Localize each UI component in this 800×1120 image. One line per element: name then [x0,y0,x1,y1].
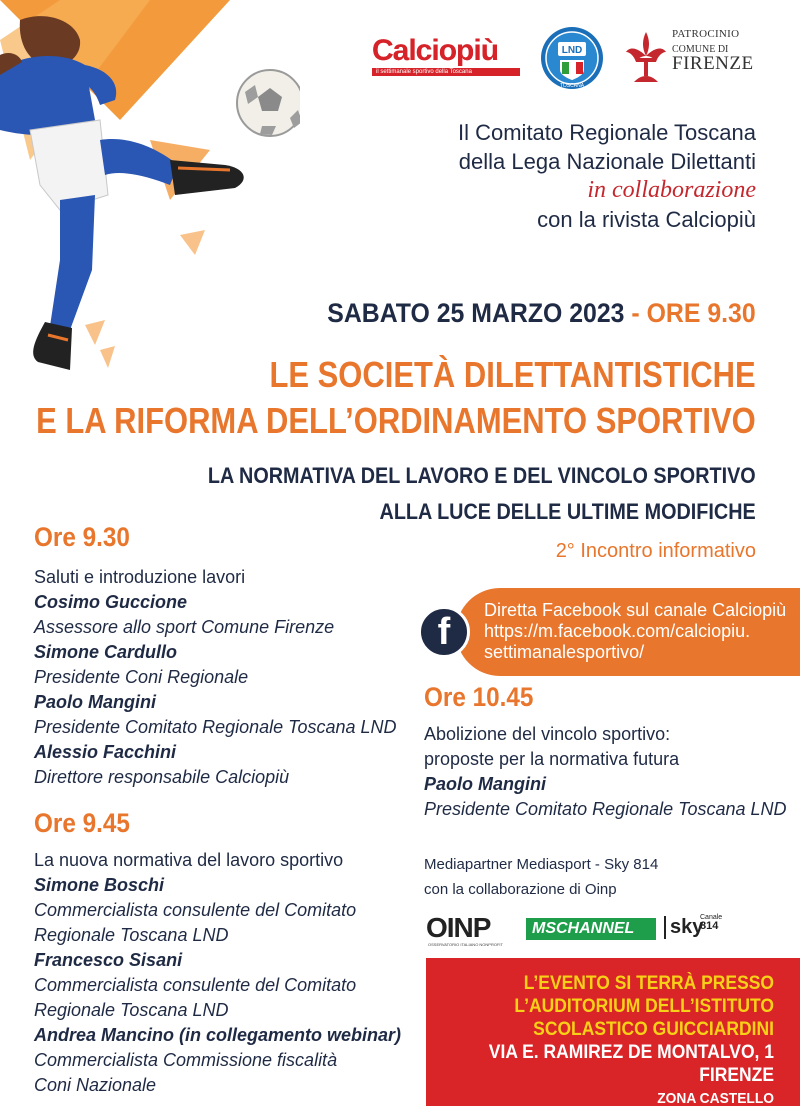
sky-canale-label: Canale [700,914,723,921]
calciopiu-logo-tagline: il settimanale sportivo della Toscana [372,68,520,76]
session-3-program [424,722,787,822]
incontro-label: 2° Incontro informativo [555,540,756,562]
speaker-role: Regionale Toscana LND [34,925,229,945]
speaker-role: Coni Nazionale [34,1075,157,1095]
speaker-role: Commercialista consulente del Comitato [34,975,357,995]
speaker-role: Commercialista consulente del Comitato [34,900,357,920]
venue-line-3: SCOLASTICO GUICCIARDINI [533,1019,774,1040]
sky-channel-number [700,914,722,930]
calciopiu-logo [372,36,520,82]
venue-city-line [489,1064,774,1110]
session-2-intro: La nuova normativa del lavoro sportivo [34,850,344,870]
intro-line-4: con la rivista Calciopiù [537,207,756,232]
facebook-url-line-1[interactable]: https://m.facebook.com/calciopiu. [484,621,751,641]
footballer-illustration [0,0,300,380]
event-date: SABATO 25 MARZO 2023 [327,298,625,328]
venue-box [426,958,800,1106]
calciopiu-logo-word: Calciopiù [372,34,499,67]
media-partners [424,852,658,902]
speaker-name: Alessio Facchini [34,742,177,762]
lnd-logo-text: LND [561,45,583,56]
venue-zone: ZONA CASTELLO [657,1090,774,1107]
session-1-intro: Saluti e introduzione lavori [34,567,246,587]
firenze-label: FIRENZE [672,53,754,74]
speaker-role: Assessore allo sport Comune Firenze [34,617,335,637]
session-2-time: Ore 9.45 [34,808,130,838]
speaker-name: Paolo Mangini [424,774,547,794]
speaker-name: Simone Cardullo [34,642,178,662]
speaker-role: Presidente Comitato Regionale Toscana LND [34,717,397,737]
speaker-name: Paolo Mangini [34,692,157,712]
speaker-name: Andrea Mancino (in collegamento webinar) [34,1025,402,1045]
session-1-program [34,565,397,790]
venue-line-2: L’AUDITORIUM DELL’ISTITUTO [514,996,774,1017]
facebook-banner-label: Diretta Facebook sul canale Calciopiù [484,600,787,620]
florence-lily-icon [624,28,668,84]
lnd-toscana-logo [540,26,604,90]
session-3-line-2: proposte per la normativa futura [424,749,680,769]
event-dateline [328,298,756,329]
event-time: - ORE 9.30 [631,298,756,328]
event-subtitle [208,458,756,530]
session-1-time: Ore 9.30 [34,522,130,552]
comune-di-label: COMUNE DI [672,44,729,55]
facebook-icon[interactable]: f [418,606,470,658]
speaker-role: Presidente Comitato Regionale Toscana LND [424,799,787,819]
lnd-logo-region: TOSCANA [559,83,585,89]
event-subtitle-line-1: LA NORMATIVA DEL LAVORO E DEL VINCOLO SPORTIVO [208,463,756,488]
speaker-role: Regionale Toscana LND [34,1000,229,1020]
partner-logos [426,910,756,950]
speaker-name: Simone Boschi [34,875,165,895]
facebook-live-banner[interactable] [456,588,800,676]
venue-address: VIA E. RAMIREZ DE MONTALVO, 1 [488,1042,774,1063]
media-partner-line: Mediapartner Mediasport - Sky 814 [424,856,659,873]
collaboration-line: con la collaborazione di Oinp [424,881,617,898]
intro-collaboration: in collaborazione [587,177,756,203]
mschannel-logo: MSCHANNEL [526,918,656,940]
comune-firenze-logo [624,28,760,88]
event-title-line-2: E LA RIFORMA DELL’ORDINAMENTO SPORTIVO [36,400,756,441]
event-title-line-1: LE SOCIETÀ DILETTANTISTICHE [269,354,756,395]
speaker-name: Francesco Sisani [34,950,183,970]
patrocinio-label: PATROCINIO [672,28,740,40]
speaker-role: Presidente Coni Regionale [34,667,249,687]
session-2-program [34,848,402,1098]
event-subtitle-line-2: ALLA LUCE DELLE ULTIME MODIFICHE [379,499,756,524]
oinp-logo: OINP [426,912,491,943]
speaker-role: Direttore responsabile Calciopiù [34,767,290,787]
event-title [36,352,756,444]
facebook-url-line-2[interactable]: settimanalesportivo/ [484,642,645,662]
sky-number: 814 [700,920,719,932]
venue-city: FIRENZE [699,1065,774,1086]
sky-logo: sky [664,916,703,939]
football-icon [237,70,300,136]
speaker-name: Cosimo Guccione [34,592,188,612]
speaker-role: Commercialista Commissione fiscalità [34,1050,338,1070]
venue-line-1: L’EVENTO SI TERRÀ PRESSO [523,973,774,994]
session-3-line-1: Abolizione del vincolo sportivo: [424,724,671,744]
intro-text [336,118,756,234]
session-3-time: Ore 10.45 [424,682,534,712]
oinp-logo-subtitle: OSSERVATORIO ITALIANO NONPROFIT [428,942,503,947]
intro-line-2: della Lega Nazionale Dilettanti [458,149,756,174]
intro-line-1: Il Comitato Regionale Toscana [458,120,756,145]
